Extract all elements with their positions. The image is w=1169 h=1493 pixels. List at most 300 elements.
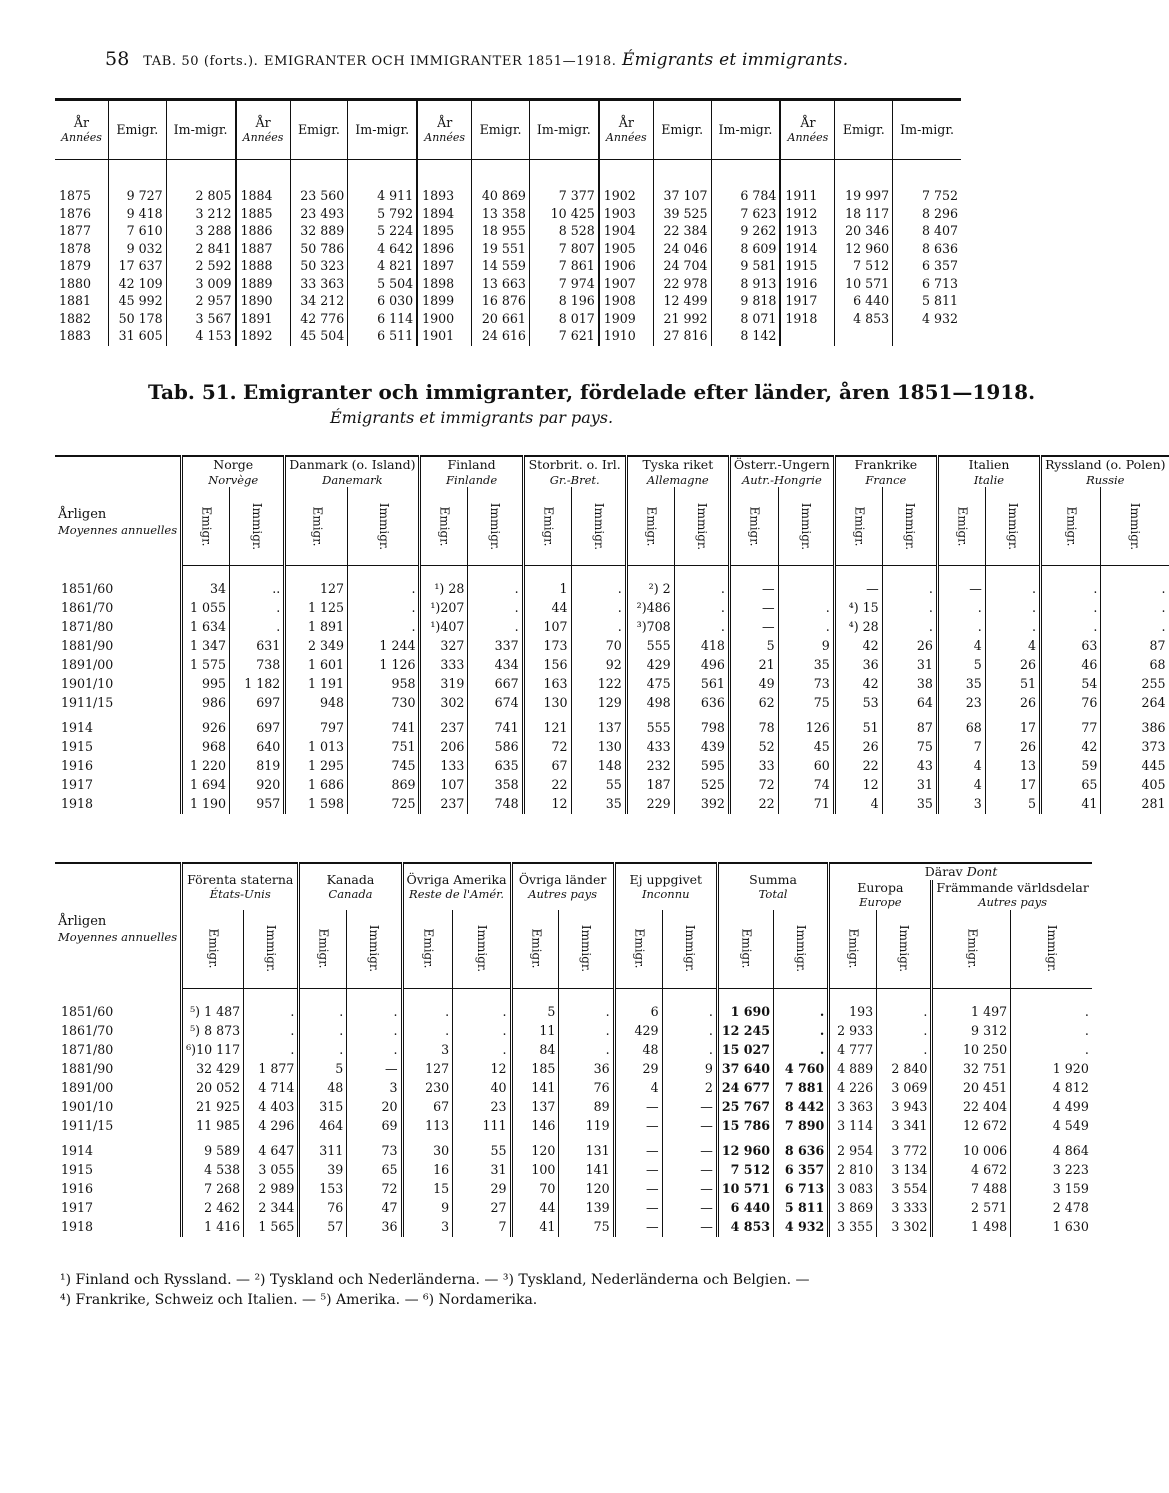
table-cell: 35 <box>882 795 937 814</box>
table-cell: 68 <box>937 713 985 738</box>
table-cell: 4 760 <box>774 1060 829 1079</box>
table-cell: 1882 <box>59 310 92 326</box>
table-cell: 433 <box>626 738 674 757</box>
table-cell: 741 <box>468 713 523 738</box>
table-cell: 1 634 <box>182 618 230 637</box>
table-cell: 72 <box>347 1180 402 1199</box>
table-cell: 2 841 <box>166 241 235 259</box>
year-header <box>599 100 654 160</box>
table-cell: 76 <box>299 1199 347 1218</box>
table-cell: . <box>402 988 453 1022</box>
table-cell: 358 <box>468 776 523 795</box>
table-cell: 137 <box>511 1098 559 1117</box>
table-cell: 20 <box>347 1098 402 1117</box>
table-cell: — <box>662 1180 717 1199</box>
country-name-sv: Norge <box>213 457 254 472</box>
table-cell: 11 985 <box>182 1117 244 1136</box>
table-cell: 2 349 <box>285 637 348 656</box>
table-cell: 5 811 <box>893 293 961 311</box>
table-cell: 40 869 <box>472 160 530 206</box>
table-row <box>55 637 1169 656</box>
table-cell: 1 598 <box>285 795 348 814</box>
table-cell: 1886 <box>236 223 291 241</box>
immigr-header: Im-migr. <box>348 100 417 160</box>
table-cell: 1 295 <box>285 757 348 776</box>
table-cell: 1905 <box>599 241 654 259</box>
table-cell: 1 690 <box>717 988 773 1022</box>
emigr-header: Emigr. <box>653 100 711 160</box>
table-cell: 4 403 <box>244 1098 299 1117</box>
table-cell: . <box>453 1022 511 1041</box>
table-cell: 19 997 <box>835 160 893 206</box>
table-row <box>55 738 1169 757</box>
table-cell: 1893 <box>417 160 472 206</box>
table-cell: 3 069 <box>877 1079 932 1098</box>
emigr-subheader <box>932 910 1011 989</box>
table-cell: — <box>614 1098 662 1117</box>
immigr-label: Immigr. <box>694 502 709 550</box>
immigr-label: Immigr. <box>579 925 594 973</box>
table-51-subheader-row <box>55 487 1169 566</box>
table-cell: 22 <box>523 776 571 795</box>
table-51-heading <box>148 380 1035 404</box>
table-cell: 187 <box>626 776 674 795</box>
table-cell: 35 <box>937 675 985 694</box>
running-head-table: TAB. 50 (forts.). <box>143 54 259 69</box>
table-cell: 1902 <box>599 160 654 206</box>
table-cell: . <box>559 988 614 1022</box>
emigr-subheader <box>420 487 468 566</box>
table-cell: 1896 <box>417 241 472 259</box>
table-cell: 185 <box>511 1060 559 1079</box>
table-cell: 8 442 <box>774 1098 829 1117</box>
table-51-part-2 <box>55 862 1092 1237</box>
table-cell: 6 440 <box>835 293 893 311</box>
country-name-sv: Italien <box>968 457 1010 472</box>
immigr-label: Immigr. <box>897 925 912 973</box>
table-cell: 7 512 <box>835 258 893 276</box>
table-cell: 7 377 <box>529 160 598 206</box>
table-cell: 20 451 <box>932 1079 1011 1098</box>
emigr-label: Emigr. <box>747 506 762 546</box>
table-cell: 15 786 <box>717 1117 773 1136</box>
table-cell: 5 <box>511 988 559 1022</box>
table-cell: 3 <box>937 795 985 814</box>
table-cell: 1899 <box>417 293 472 311</box>
table-cell: 595 <box>674 757 729 776</box>
immigr-subheader <box>571 487 626 566</box>
table-cell: 3 009 <box>166 276 235 294</box>
table-cell: — <box>834 566 882 600</box>
table-cell: 27 816 <box>653 328 711 346</box>
table-cell: ⁵) 8 873 <box>182 1022 244 1041</box>
table-cell: 5 504 <box>348 276 417 294</box>
immigr-subheader <box>774 910 829 989</box>
immigr-subheader <box>674 487 729 566</box>
table-cell: . <box>985 599 1040 618</box>
table-cell: 22 <box>729 795 778 814</box>
table-cell: 1891 <box>236 311 291 329</box>
table-cell: 107 <box>420 776 468 795</box>
table-cell: 631 <box>230 637 285 656</box>
table-cell: 34 <box>182 566 230 600</box>
table-cell: 4 499 <box>1011 1098 1092 1117</box>
table-cell: 958 <box>348 675 420 694</box>
table-cell: . <box>1041 618 1101 637</box>
table-cell: 327 <box>420 637 468 656</box>
table-cell: 21 992 <box>653 311 711 329</box>
emigr-label: Emigr. <box>206 928 221 969</box>
country-header <box>626 456 729 487</box>
table-cell: . <box>559 1022 614 1041</box>
emigr-label: Emigr. <box>421 928 436 969</box>
table-cell: 120 <box>511 1136 559 1161</box>
table-cell: 42 <box>834 675 882 694</box>
table-cell: 49 <box>729 675 778 694</box>
table-row <box>55 988 1092 1022</box>
table-cell: 11 <box>511 1022 559 1041</box>
year-header-sv: År <box>800 115 816 131</box>
table-cell: 24 046 <box>653 241 711 259</box>
table-cell: 3 159 <box>1011 1180 1092 1199</box>
table-cell: 1 686 <box>285 776 348 795</box>
country-header <box>285 456 420 487</box>
table-cell: 9 418 <box>108 206 166 224</box>
immigr-subheader <box>1101 487 1169 566</box>
table-cell: 2 933 <box>829 1022 877 1041</box>
table-cell: 4 714 <box>244 1079 299 1098</box>
table-cell: 3 <box>347 1079 402 1098</box>
table-cell: 4 889 <box>829 1060 877 1079</box>
table-cell: 7 268 <box>182 1180 244 1199</box>
table-cell: 32 889 <box>290 223 348 241</box>
table-cell: 153 <box>299 1180 347 1199</box>
table-cell: 20 661 <box>472 311 530 329</box>
table-cell: 4 672 <box>932 1161 1011 1180</box>
table-cell: — <box>662 1098 717 1117</box>
emigr-label: Emigr. <box>528 928 543 969</box>
table-51-label: Tab. 51. <box>148 380 237 404</box>
table-cell: 8 528 <box>529 223 598 241</box>
europa-sv: Europa <box>857 879 904 895</box>
table-cell: 1904 <box>599 223 654 241</box>
table-cell: 9 032 <box>108 241 166 259</box>
table-50 <box>55 98 961 346</box>
table-cell: 18 117 <box>835 206 893 224</box>
table-cell: 5 <box>729 637 778 656</box>
table-cell: . <box>244 1041 299 1060</box>
table-cell: 1 347 <box>182 637 230 656</box>
table-cell: 2 954 <box>829 1136 877 1161</box>
emigr-header: Emigr. <box>290 100 348 160</box>
year-header-sv: År <box>618 115 634 131</box>
table-cell: . <box>244 1022 299 1041</box>
table-cell: 43 <box>882 757 937 776</box>
table-cell: 23 493 <box>290 206 348 224</box>
table-cell: 525 <box>674 776 729 795</box>
table-cell: 2 957 <box>166 293 235 311</box>
table-cell: 73 <box>347 1136 402 1161</box>
table-cell: 4 812 <box>1011 1079 1092 1098</box>
table-cell: 37 640 <box>717 1060 773 1079</box>
table-cell: 1894 <box>417 206 472 224</box>
table-cell: 23 560 <box>290 160 348 206</box>
table-cell: 3 333 <box>877 1199 932 1218</box>
table-cell: 237 <box>420 713 468 738</box>
table-cell: 12 <box>453 1060 511 1079</box>
table-cell: 9 262 <box>711 223 780 241</box>
country-header <box>182 456 285 487</box>
table-cell: 130 <box>523 694 571 713</box>
table-cell: — <box>614 1161 662 1180</box>
table-cell: 4 821 <box>348 258 417 276</box>
table-cell: 7 621 <box>529 328 598 346</box>
table-cell: 26 <box>985 694 1040 713</box>
table-row <box>55 241 961 259</box>
table-cell: 31 <box>882 776 937 795</box>
country-header <box>937 456 1040 487</box>
table-cell: 6 784 <box>711 160 780 206</box>
table-cell: . <box>230 599 285 618</box>
table-cell: 41 <box>511 1218 559 1237</box>
running-head-title: EMIGRANTER OCH IMMIGRANTER 1851—1918. <box>264 54 617 69</box>
table-cell: 1910 <box>599 328 654 346</box>
year-header-sv: År <box>255 115 271 131</box>
year-header-fr: Années <box>424 130 466 144</box>
table-cell: 1 630 <box>1011 1218 1092 1237</box>
table-cell: ²) 2 <box>626 566 674 600</box>
table-cell: 8 636 <box>774 1136 829 1161</box>
table-cell: 6 440 <box>717 1199 773 1218</box>
table-cell: 53 <box>834 694 882 713</box>
country-name-fr: États-Unis <box>209 887 271 902</box>
country-header <box>299 863 402 910</box>
table-cell: 555 <box>626 637 674 656</box>
table-cell: 113 <box>402 1117 453 1136</box>
table-cell: 15 027 <box>717 1041 773 1060</box>
table-cell: 4 911 <box>348 160 417 206</box>
country-header <box>834 456 937 487</box>
table-cell: 7 623 <box>711 206 780 224</box>
country-header <box>523 456 626 487</box>
table-cell: .. <box>230 566 285 600</box>
table-cell: . <box>347 1022 402 1041</box>
table-cell: . <box>571 566 626 600</box>
table-cell <box>780 328 835 346</box>
table-cell: 38 <box>882 675 937 694</box>
immigr-label: Immigr. <box>376 502 391 550</box>
table-cell: 1903 <box>599 206 654 224</box>
table-cell: . <box>778 618 834 637</box>
table-cell: 586 <box>468 738 523 757</box>
table-cell: 1881 <box>59 293 92 309</box>
table-cell: 50 178 <box>108 311 166 329</box>
table-cell: 1 575 <box>182 656 230 675</box>
emigr-subheader <box>717 910 773 989</box>
table-cell: 1861/70 <box>61 1022 114 1038</box>
table-cell: 12 960 <box>717 1136 773 1161</box>
table-cell: 4 296 <box>244 1117 299 1136</box>
footnote-line: ¹) Finland och Ryssland. — ²) Tyskland och Nederländerna. — ³) Tyskland, Nederländerna och Belgien. — <box>60 1272 810 1288</box>
table-51-country-row <box>55 456 1169 487</box>
table-cell: 1885 <box>236 206 291 224</box>
table-cell: 5 <box>299 1060 347 1079</box>
table-cell: 45 <box>778 738 834 757</box>
table-cell: . <box>662 1041 717 1060</box>
table-cell: 6 <box>614 988 662 1022</box>
table-cell: . <box>1041 599 1101 618</box>
table-cell: . <box>347 1041 402 1060</box>
table-row <box>55 1022 1092 1041</box>
table-cell: — <box>937 566 985 600</box>
table-51-part-1 <box>55 455 1169 814</box>
country-name-sv: Kanada <box>326 871 375 887</box>
country-header <box>1041 456 1169 487</box>
table-cell: 141 <box>511 1079 559 1098</box>
table-cell: 77 <box>1041 713 1101 738</box>
table-cell: 17 <box>985 776 1040 795</box>
table-cell: 75 <box>882 738 937 757</box>
emigr-label: Emigr. <box>739 928 754 969</box>
table-50-header-row <box>55 100 961 160</box>
table-cell: 926 <box>182 713 230 738</box>
table-cell: 45 504 <box>290 328 348 346</box>
row-header-fr: Moyennes annuelles <box>58 930 178 945</box>
table-cell: ¹)407 <box>420 618 468 637</box>
table-cell: — <box>662 1199 717 1218</box>
table-cell: 21 925 <box>182 1098 244 1117</box>
table-cell: 496 <box>674 656 729 675</box>
table-cell: 1915 <box>61 1161 94 1177</box>
immigr-label: Immigr. <box>799 502 814 550</box>
table-row <box>55 206 961 224</box>
country-name-sv: Tyska riket <box>642 457 714 472</box>
table-cell: 995 <box>182 675 230 694</box>
table-cell: . <box>937 618 985 637</box>
table-cell: 1 498 <box>932 1218 1011 1237</box>
table-cell: 429 <box>614 1022 662 1041</box>
table-cell: 75 <box>559 1218 614 1237</box>
emigr-subheader <box>614 910 662 989</box>
table-row <box>55 276 961 294</box>
table-cell: 4 853 <box>717 1218 773 1237</box>
table-cell: 1906 <box>599 258 654 276</box>
emigr-subheader <box>834 487 882 566</box>
table-cell: 1918 <box>61 1218 94 1234</box>
table-cell: 173 <box>523 637 571 656</box>
table-cell: 798 <box>674 713 729 738</box>
table-cell: — <box>614 1218 662 1237</box>
table-cell: — <box>662 1218 717 1237</box>
table-cell: 1851/60 <box>61 1003 114 1019</box>
immigr-label: Immigr. <box>1005 502 1020 550</box>
table-cell: 13 <box>985 757 1040 776</box>
table-cell: 78 <box>729 713 778 738</box>
country-name-fr: Autr.-Hongrie <box>741 472 822 487</box>
table-cell: 635 <box>468 757 523 776</box>
table-cell: . <box>937 599 985 618</box>
table-cell: 748 <box>468 795 523 814</box>
table-cell: 6 713 <box>893 276 961 294</box>
immigr-subheader <box>230 487 285 566</box>
table-cell: 8 636 <box>893 241 961 259</box>
table-cell: 392 <box>674 795 729 814</box>
emigr-label: Emigr. <box>541 506 556 546</box>
table-cell: 69 <box>347 1117 402 1136</box>
table-cell: 6 357 <box>774 1161 829 1180</box>
table-cell: 42 776 <box>290 311 348 329</box>
table-cell: 36 <box>559 1060 614 1079</box>
immigr-label: Immigr. <box>1128 502 1143 550</box>
table-cell: 281 <box>1101 795 1169 814</box>
immigr-label: Immigr. <box>250 502 265 550</box>
table-cell: 3 <box>402 1218 453 1237</box>
table-cell: 55 <box>571 776 626 795</box>
table-cell: . <box>877 1022 932 1041</box>
table-cell: . <box>571 599 626 618</box>
table-cell: 5 <box>937 656 985 675</box>
year-header <box>417 100 472 160</box>
table-cell: 127 <box>285 566 348 600</box>
country-header <box>511 863 614 910</box>
table-cell: 24 677 <box>717 1079 773 1098</box>
table-cell: 4 <box>937 776 985 795</box>
table-cell: 6 511 <box>348 328 417 346</box>
table-cell: 1881/90 <box>61 638 114 654</box>
table-cell: 1 877 <box>244 1060 299 1079</box>
table-cell: 4 <box>985 637 1040 656</box>
table-cell: 122 <box>571 675 626 694</box>
table-cell: 24 704 <box>653 258 711 276</box>
country-header <box>402 863 511 910</box>
table-cell: 9 727 <box>108 160 166 206</box>
emigr-subheader <box>511 910 559 989</box>
table-cell: 29 <box>614 1060 662 1079</box>
table-row <box>55 599 1169 618</box>
table-cell: 1907 <box>599 276 654 294</box>
table-cell: ³)708 <box>626 618 674 637</box>
table-cell: 1875 <box>59 188 92 204</box>
table-row <box>55 223 961 241</box>
row-header-sv: Årligen <box>58 914 107 929</box>
table-cell: 55 <box>453 1136 511 1161</box>
table-row <box>55 1136 1092 1161</box>
table-cell: 1895 <box>417 223 472 241</box>
table-cell: 1881/90 <box>61 1060 114 1076</box>
table-cell: 8 296 <box>893 206 961 224</box>
table-cell: 1917 <box>61 1199 94 1215</box>
table-cell: — <box>729 566 778 600</box>
table-cell: . <box>1101 618 1169 637</box>
table-cell: — <box>662 1136 717 1161</box>
table-cell: 10 571 <box>717 1180 773 1199</box>
emigr-label: Emigr. <box>199 506 214 546</box>
table-cell: 229 <box>626 795 674 814</box>
table-cell: 67 <box>402 1098 453 1117</box>
emigr-subheader <box>523 487 571 566</box>
table-row <box>55 1161 1092 1180</box>
table-cell: 2 478 <box>1011 1199 1092 1218</box>
table-cell: . <box>299 1022 347 1041</box>
country-name-fr: Russie <box>1086 472 1125 487</box>
table-cell: 237 <box>420 795 468 814</box>
table-cell: 17 <box>985 713 1040 738</box>
table-cell: 1889 <box>236 276 291 294</box>
table-cell: ²)486 <box>626 599 674 618</box>
table-cell: 54 <box>1041 675 1101 694</box>
table-cell: . <box>674 618 729 637</box>
table-cell: 25 767 <box>717 1098 773 1117</box>
